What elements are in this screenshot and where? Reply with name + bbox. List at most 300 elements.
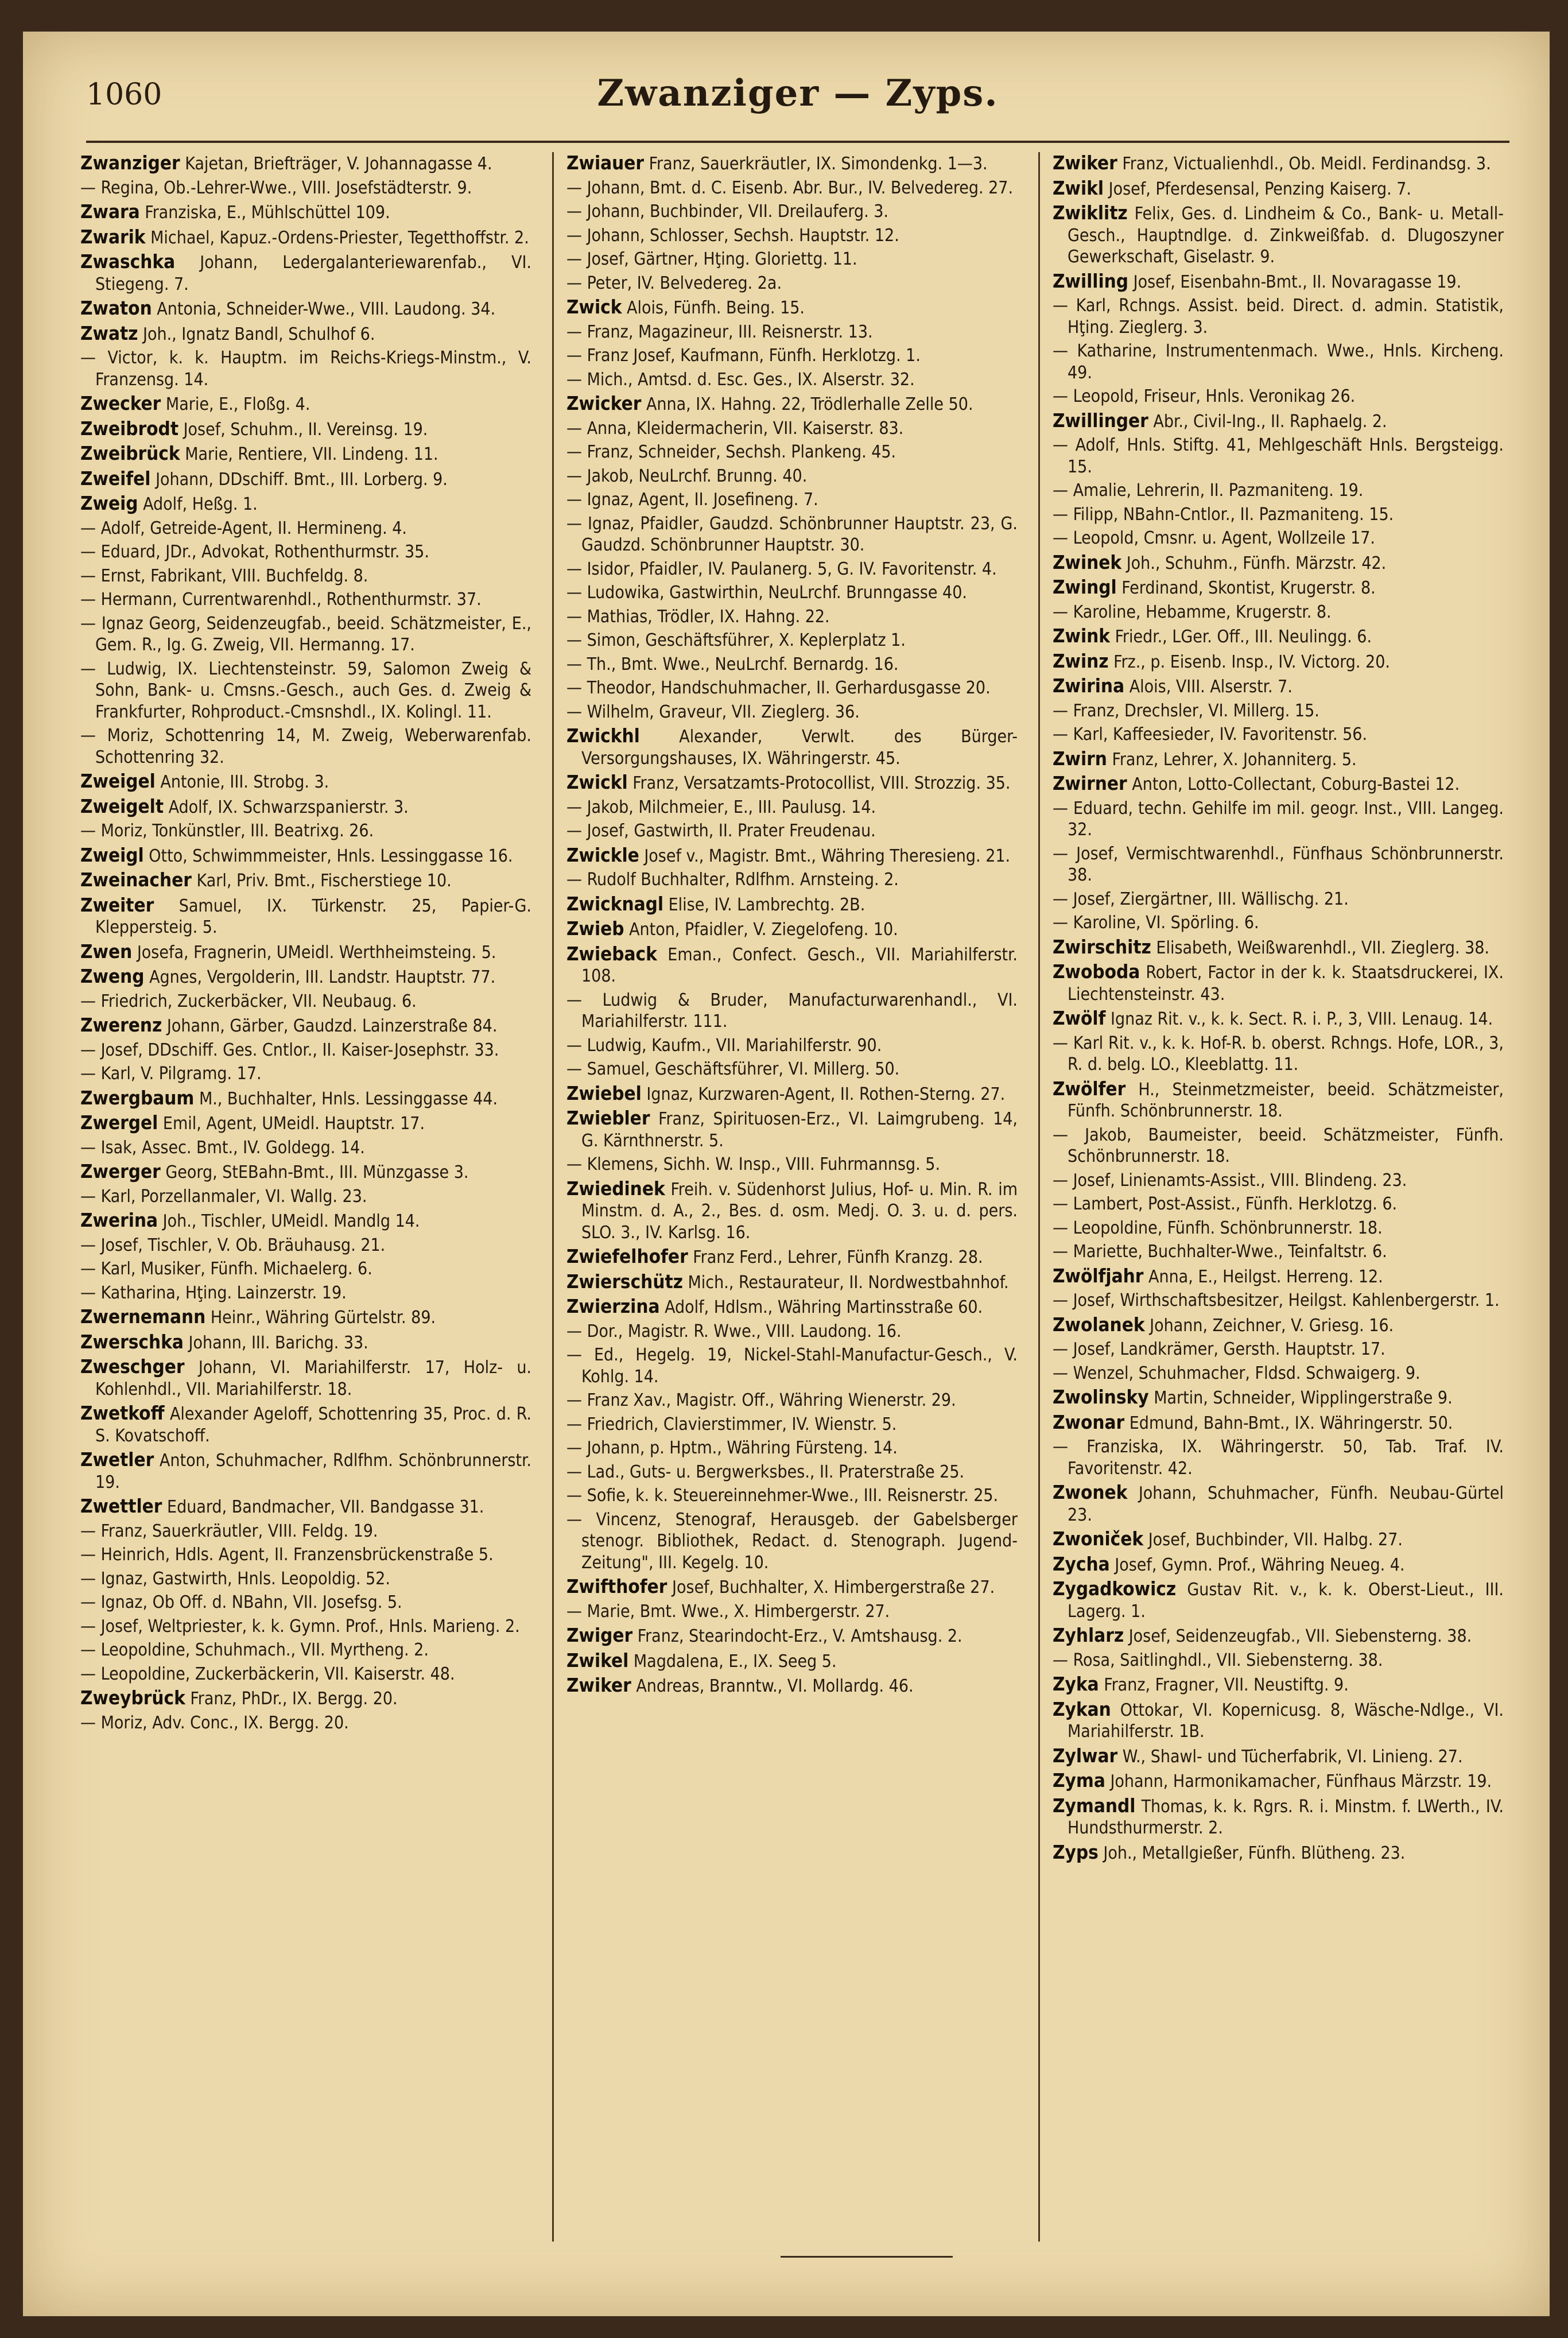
directory-entry: [566, 418, 1018, 440]
entry-detail: — Jakob, Baumeister, beeid. Schätzmeister, Fünfh. Schönbrunnerstr. 18.: [1053, 1125, 1504, 1166]
entry-detail: Franz, Spirituosen-Erz., VI. Laimgrubeng. 14, G. Kärnthnerstr. 5.: [581, 1109, 1018, 1151]
directory-entry: [80, 518, 531, 540]
directory-entry: [1053, 961, 1504, 1005]
directory-entry: [566, 701, 1018, 723]
entry-surname: Zwilling: [1053, 269, 1129, 292]
entry-surname: Zwicker: [566, 392, 642, 414]
entry-detail: Antonie, III. Strobg. 3.: [160, 772, 329, 792]
entry-detail: — Karoline, VI. Spörling. 6.: [1053, 913, 1259, 933]
directory-entry: [566, 1509, 1018, 1574]
entry-surname: Zwiker: [566, 1674, 631, 1696]
entry-detail: Franz, Lehrer, X. Johanniterg. 5.: [1112, 749, 1357, 770]
entry-detail: Thomas, k. k. Rgrs. R. i. Minstm. f. LWerth., IV. Hundsthurmerstr. 2.: [1068, 1796, 1504, 1838]
directory-entry: [566, 1624, 1018, 1647]
entry-surname: Zwonek: [1053, 1481, 1128, 1503]
entry-surname: Zwolinsky: [1053, 1386, 1149, 1408]
entry-detail: — Josef, DDschiff. Ges. Cntlor., II. Kaiser-Josephstr. 33.: [80, 1040, 499, 1060]
directory-entry: [566, 1296, 1018, 1319]
directory-entry: [80, 1014, 531, 1037]
entry-surname: Zwernemann: [80, 1305, 206, 1328]
entry-detail: — Friedrich, Zuckerbäcker, VII. Neubaug. 6.: [80, 991, 417, 1011]
directory-entry: [80, 323, 531, 346]
entry-detail: Freih. v. Südenhorst Julius, Hof- u. Min. R. im Minstm. d. A., 2., Bes. d. osm. Medj. O. 3. u. d. pers. SLO. 3., IV. Karlsg. 16.: [581, 1179, 1018, 1243]
entry-detail: Eduard, Bandmacher, VII. Bandgasse 31.: [167, 1497, 484, 1517]
entry-detail: Emil, Agent, UMeidl. Hauptstr. 17.: [162, 1114, 425, 1134]
entry-detail: — Josef, Tischler, V. Ob. Bräuhausg. 21.: [80, 1235, 386, 1255]
entry-detail: — Jakob, NeuLrchf. Brunng. 40.: [566, 466, 808, 486]
directory-entry: [80, 1306, 531, 1329]
directory-entry: [1053, 889, 1504, 910]
directory-entry: [80, 201, 531, 224]
directory-entry: [566, 630, 1018, 652]
entry-detail: Antonia, Schneider-Wwe., VIII. Laudong. 34.: [157, 299, 496, 319]
entry-detail: — Moriz, Adv. Conc., IX. Bergg. 20.: [80, 1712, 349, 1733]
entry-detail: — Katharine, Instrumentenmach. Wwe., Hnls. Kircheng. 49.: [1053, 341, 1504, 383]
directory-entry: [566, 296, 1018, 319]
entry-detail: — Vincenz, Stenograf, Herausgeb. der Gabelsberger stenogr. Bibliothek, Redact. d. Stenograph. Jugend-Zeitung", III. Kegelg. 10.: [566, 1509, 1018, 1573]
directory-entry: [566, 771, 1018, 794]
directory-entry: [566, 1083, 1018, 1106]
column-divider: [1038, 152, 1040, 2242]
directory-entry: [80, 770, 531, 793]
entry-detail: — Lad., Guts- u. Bergwerksbes., II. Praterstraße 25.: [566, 1461, 965, 1482]
entry-surname: Zwecker: [80, 392, 161, 414]
entry-surname: Zwoboda: [1053, 960, 1140, 983]
entry-surname: Zwiebler: [566, 1107, 650, 1129]
entry-detail: Eman., Confect. Gesch., VII. Mariahilferstr. 108.: [581, 944, 1018, 986]
entry-surname: Zweigelt: [80, 794, 164, 817]
entry-detail: Frz., p. Eisenb. Insp., IV. Victorg. 20.: [1113, 652, 1390, 672]
entry-detail: — Wilhelm, Graveur, VII. Zieglerg. 36.: [566, 701, 860, 722]
entry-surname: Zyhlarz: [1053, 1624, 1124, 1646]
entry-surname: Zwink: [1053, 625, 1110, 647]
directory-entry: [566, 1485, 1018, 1507]
entry-detail: Michael, Kapuz.-Ordens-Priester, Tegetthoffstr. 2.: [150, 227, 529, 248]
entry-detail: — Johann, Buchbinder, VII. Dreilauferg. 3.: [566, 201, 888, 222]
entry-detail: Ferdinand, Skontist, Krugerstr. 8.: [1121, 578, 1376, 598]
directory-entry: [1053, 936, 1504, 959]
entry-detail: — Ignaz, Gastwirth, Hnls. Leopoldig. 52.: [80, 1568, 390, 1589]
directory-entry: [80, 1235, 531, 1257]
entry-detail: Samuel, IX. Türkenstr. 25, Papier-G. Kleppersteig. 5.: [95, 895, 531, 937]
directory-entry: [1053, 773, 1504, 796]
directory-entry: [1053, 675, 1504, 698]
directory-entry: [80, 820, 531, 842]
directory-entry: [566, 606, 1018, 628]
directory-entry: [1053, 1339, 1504, 1360]
directory-entry: [1053, 1553, 1504, 1576]
entry-detail: — Karoline, Hebamme, Krugerstr. 8.: [1053, 602, 1332, 622]
directory-entry: [1053, 1007, 1504, 1030]
directory-entry: [566, 201, 1018, 223]
directory-entry: [1053, 202, 1504, 268]
entry-surname: Zwieb: [566, 917, 624, 940]
directory-entry: [80, 177, 531, 199]
entry-surname: Zykan: [1053, 1697, 1111, 1720]
entry-detail: Johann, III. Barichg. 33.: [188, 1332, 368, 1353]
column-divider: [552, 152, 554, 2242]
directory-entry: [80, 1186, 531, 1208]
entry-detail: — Leopold, Friseur, Hnls. Veronikag 26.: [1053, 386, 1356, 406]
directory-entry: [80, 468, 531, 491]
entry-surname: Zwinz: [1053, 649, 1109, 672]
entry-detail: — Sofie, k. k. Steuereinnehmer-Wwe., III. Reisnerstr. 25.: [566, 1486, 999, 1506]
entry-detail: Karl, Priv. Bmt., Fischerstiege 10.: [196, 871, 452, 891]
entry-detail: — Anna, Kleidermacherin, VII. Kaiserstr. 83.: [566, 418, 904, 439]
directory-entry: [80, 1449, 531, 1493]
entry-surname: Zwiebel: [566, 1081, 642, 1104]
entry-detail: Joh., Schuhm., Fünfh. Märzstr. 42.: [1126, 553, 1387, 573]
directory-entry: [80, 1639, 531, 1661]
directory-entry: [80, 869, 531, 892]
entry-detail: Adolf, Hdlsm., Währing Martinsstraße 60.: [665, 1297, 983, 1317]
entry-detail: Georg, StEBahn-Bmt., III. Münzgasse 3.: [165, 1162, 469, 1182]
entry-detail: — Johann, p. Hptm., Währing Fürsteng. 14.: [566, 1438, 898, 1458]
entry-detail: Ignaz Rit. v., k. k. Sect. R. i. P., 3, VIII. Lenaug. 14.: [1111, 1009, 1493, 1029]
entry-surname: Zwicknagl: [566, 892, 664, 915]
entry-detail: — Moriz, Schottenring 14, M. Zweig, Weberwarenfab. Schottenring 32.: [80, 726, 531, 767]
entry-surname: Zycha: [1053, 1552, 1110, 1575]
entry-detail: — Josef, Linienamts-Assist., VIII. Blindeng. 23.: [1053, 1170, 1407, 1191]
header-rule: [86, 141, 1509, 143]
entry-detail: Anton, Schuhmacher, Rdlfhm. Schönbrunnerstr. 19.: [95, 1451, 531, 1492]
entry-surname: Zwergel: [80, 1111, 158, 1134]
directory-entry: [566, 1344, 1018, 1387]
entry-surname: Zwickle: [566, 843, 639, 866]
entry-detail: — Klemens, Sichh. W. Insp., VIII. Fuhrmannsg. 5.: [566, 1154, 941, 1174]
entry-surname: Zwirn: [1053, 747, 1107, 770]
entry-detail: — Th., Bmt. Wwe., NeuLrchf. Bernardg. 16.: [566, 654, 899, 674]
entry-detail: Elisabeth, Weißwarenhdl., VII. Zieglerg. 38.: [1156, 937, 1489, 958]
entry-detail: — Karl, Rchngs. Assist. beid. Direct. d. admin. Statistik, Hţing. Zieglerg. 3.: [1053, 296, 1504, 338]
directory-entry: [1053, 700, 1504, 722]
entry-detail: — Franz, Magazineur, III. Reisnerstr. 13.: [566, 321, 873, 342]
directory-entry: [80, 725, 531, 768]
entry-surname: Zyps: [1053, 1840, 1099, 1863]
directory-entry: [1053, 435, 1504, 478]
directory-entry: [566, 321, 1018, 343]
entry-detail: Adolf, Heßg. 1.: [143, 494, 258, 514]
entry-detail: — Moriz, Tonkünstler, III. Beatrixg. 26.: [80, 821, 374, 841]
directory-entry: [1053, 576, 1504, 599]
directory-entry: [566, 1576, 1018, 1599]
directory-entry: [566, 1414, 1018, 1436]
entry-detail: — Karl, Porzellanmaler, VI. Wallg. 23.: [80, 1186, 367, 1207]
entry-surname: Zwölfjahr: [1053, 1264, 1144, 1287]
entry-detail: — Ignaz, Agent, II. Josefineng. 7.: [566, 490, 818, 510]
entry-surname: Zweibrück: [80, 442, 180, 464]
entry-detail: Josef, Schuhm., II. Vereinsg. 19.: [183, 419, 428, 440]
directory-entry: [1053, 340, 1504, 383]
entry-detail: — Josef, Weltpriester, k. k. Gymn. Prof., Hnls. Marieng. 2.: [80, 1616, 520, 1637]
entry-detail: Johann, DDschiff. Bmt., III. Lorberg. 9.: [156, 469, 448, 490]
directory-entry: [80, 1402, 531, 1447]
entry-surname: Zwaton: [80, 297, 152, 319]
directory-entry: [80, 1331, 531, 1354]
directory-entry: [566, 1390, 1018, 1412]
directory-entry: [1053, 843, 1504, 886]
directory-entry: [566, 820, 1018, 842]
entry-detail: Mich., Restaurateur, II. Nordwestbahnhof.: [688, 1272, 1009, 1293]
entry-detail: — Eduard, techn. Gehilfe im mil. geogr. Inst., VIII. Langeg. 32.: [1053, 798, 1504, 840]
directory-entry: [80, 1521, 531, 1542]
directory-entry: [1053, 1699, 1504, 1743]
directory-entry: [80, 658, 531, 723]
directory-entry: [80, 1356, 531, 1400]
directory-entry: [566, 844, 1018, 867]
directory-entry: [80, 1161, 531, 1184]
entry-surname: Zygadkowicz: [1053, 1577, 1177, 1600]
entry-detail: — Franz, Sauerkräutler, VIII. Feldg. 19.: [80, 1521, 378, 1541]
entry-detail: Franz Ferd., Lehrer, Fünfh Kranzg. 28.: [693, 1247, 983, 1267]
entry-detail: — Karl Rit. v., k. k. Hof-R. b. oberst. Rchngs. Hofe, LOR., 3, R. d. belg. LO., Kleeblattg. 11.: [1053, 1033, 1504, 1075]
directory-entry: [80, 418, 531, 441]
page-header: [86, 72, 1509, 135]
directory-entry: [1053, 1412, 1504, 1434]
entry-detail: Franz, Stearindocht-Erz., V. Amtshausg. 2.: [637, 1626, 962, 1646]
directory-entry: [1053, 270, 1504, 293]
directory-entry: [566, 1601, 1018, 1623]
entry-detail: — Leopoldine, Schuhmach., VII. Myrtheng. 2.: [80, 1640, 429, 1660]
entry-detail: — Karl, Musiker, Fünfh. Michaelerg. 6.: [80, 1259, 372, 1279]
directory-entry: [80, 613, 531, 656]
entry-detail: Anna, IX. Hahng. 22, Trödlerhalle Zelle 50.: [646, 394, 973, 414]
entry-surname: Zwieback: [566, 942, 657, 965]
directory-entry: [1053, 1482, 1504, 1526]
entry-surname: Zwettler: [80, 1495, 162, 1517]
directory-entry: [80, 991, 531, 1013]
entry-surname: Zwiedinek: [566, 1177, 665, 1200]
entry-detail: — Friedrich, Clavierstimmer, IV. Wienstr. 5.: [566, 1414, 897, 1434]
entry-detail: — Regina, Ob.-Lehrer-Wwe., VIII. Josefstädterstr. 9.: [80, 177, 472, 198]
entry-surname: Zweibrodt: [80, 417, 179, 440]
entry-surname: Zwatz: [80, 321, 138, 344]
entry-detail: — Franziska, IX. Währingerstr. 50, Tab. Traf. IV. Favoritenstr. 42.: [1053, 1437, 1504, 1479]
entry-detail: Anna, E., Heilgst. Herreng. 12.: [1148, 1266, 1383, 1287]
entry-surname: Zwierschütz: [566, 1270, 683, 1293]
directory-entry: [80, 493, 531, 515]
directory-entry: [80, 589, 531, 611]
directory-entry: [566, 1246, 1018, 1269]
column-2: [566, 152, 1018, 2242]
entry-surname: Zwergbaum: [80, 1086, 195, 1109]
entry-detail: Alexander Ageloff, Schottenring 35, Proc. d. R. S. Kovatschoff.: [95, 1404, 531, 1446]
directory-entry: [1053, 602, 1504, 623]
entry-detail: Franz, PhDr., IX. Bergg. 20.: [190, 1689, 398, 1709]
entry-surname: Zwingl: [1053, 576, 1117, 598]
directory-entry: [1053, 1841, 1504, 1864]
entry-surname: Zylwar: [1053, 1744, 1118, 1767]
entry-detail: — Simon, Geschäftsführer, X. Keplerplatz 1.: [566, 630, 906, 650]
directory-entry: [80, 1616, 531, 1638]
entry-detail: — Isidor, Pfaidler, IV. Paulanerg. 5, G. IV. Favoritenstr. 4.: [566, 559, 997, 579]
entry-detail: H., Steinmetzmeister, beeid. Schätzmeister, Fünfh. Schönbrunnerstr. 18.: [1068, 1079, 1504, 1121]
directory-entry: [1053, 650, 1504, 673]
directory-entry: [80, 1712, 531, 1734]
entry-detail: — Adolf, Getreide-Agent, II. Hermineng. 4.: [80, 518, 407, 538]
entry-detail: Marie, E., Floßg. 4.: [165, 394, 311, 414]
entry-detail: Johann, Ledergalanteriewarenfab., VI. Stiegeng. 7.: [95, 253, 531, 294]
directory-entry: [566, 489, 1018, 511]
entry-detail: Josef, Eisenbahn-Bmt., II. Novaragasse 19.: [1133, 272, 1462, 292]
entry-surname: Zwara: [80, 200, 140, 223]
directory-entry: [1053, 625, 1504, 648]
directory-entry: [566, 677, 1018, 699]
directory-entry: [80, 1063, 531, 1085]
entry-detail: Marie, Rentiere, VII. Lindeng. 11.: [185, 444, 438, 464]
entry-detail: — Ludwig, IX. Liechtensteinstr. 59, Salomon Zweig & Sohn, Bank- u. Cmsns.-Gesch., auch Ges. d. Zweig & Frankfurter, Rohproduct.-Cmsnshdl., IX. Kolingl. 11.: [80, 658, 531, 722]
entry-surname: Zwen: [80, 940, 133, 963]
entry-surname: Zwillinger: [1053, 409, 1148, 432]
directory-entry: [566, 369, 1018, 391]
entry-surname: Zweiter: [80, 893, 154, 916]
directory-entry: [1053, 504, 1504, 526]
entry-detail: Franz, Versatzamts-Protocollist, VIII. Strozzig. 35.: [632, 773, 1011, 793]
directory-entry: [566, 393, 1018, 416]
directory-entry: [1053, 552, 1504, 575]
entry-detail: — Leopold, Cmsnr. u. Agent, Wollzeile 17.: [1053, 528, 1375, 548]
directory-entry: [1053, 748, 1504, 771]
entry-detail: Heinr., Währing Gürtelstr. 89.: [210, 1308, 436, 1328]
entry-detail: Otto, Schwimmmeister, Hnls. Lessinggasse 16.: [149, 846, 513, 866]
entry-detail: — Franz, Schneider, Sechsh. Plankeng. 45.: [566, 442, 896, 462]
directory-entry: [1053, 1218, 1504, 1239]
directory-entry: [80, 1258, 531, 1280]
entry-detail: — Lambert, Post-Assist., Fünfh. Herklotzg. 6.: [1053, 1194, 1398, 1214]
directory-entry: [1053, 1033, 1504, 1076]
entry-detail: Agnes, Vergolderin, III. Landstr. Hauptstr. 77.: [149, 967, 496, 987]
entry-detail: — Josef, Landkrämer, Gersth. Hauptstr. 17.: [1053, 1339, 1385, 1359]
directory-entry: [1053, 1770, 1504, 1793]
entry-detail: — Samuel, Geschäftsführer, VI. Millerg. 50.: [566, 1059, 900, 1079]
entry-detail: — Filipp, NBahn-Cntlor., II. Pazmaniteng. 15.: [1053, 504, 1394, 525]
directory-entry: [566, 1650, 1018, 1673]
directory-entry: [1053, 1363, 1504, 1385]
entry-detail: — Josef, Gärtner, Hţing. Gloriettg. 11.: [566, 249, 857, 269]
entry-detail: — Victor, k. k. Hauptm. im Reichs-Kriegs-Minstm., V. Franzensg. 14.: [80, 348, 531, 390]
entry-surname: Zymandl: [1053, 1794, 1136, 1817]
entry-surname: Zwanziger: [80, 152, 180, 174]
entry-surname: Zwerina: [80, 1209, 158, 1231]
entry-detail: — Adolf, Hnls. Stiftg. 41, Mehlgeschäft Hnls. Bergsteigg. 15.: [1053, 435, 1504, 477]
entry-detail: Ottokar, VI. Kopernicusg. 8, Wäsche-Ndlge., VI. Mariahilferstr. 1B.: [1068, 1700, 1504, 1742]
entry-detail: — Jakob, Milchmeier, E., III. Paulusg. 14.: [566, 797, 876, 817]
entry-detail: — Ernst, Fabrikant, VIII. Buchfeldg. 8.: [80, 565, 368, 586]
entry-detail: Josef, Pferdesensal, Penzing Kaiserg. 7.: [1108, 179, 1411, 199]
entry-surname: Zwölf: [1053, 1007, 1106, 1029]
entry-detail: Franz, Victualienhdl., Ob. Meidl. Ferdinandsg. 3.: [1122, 154, 1491, 174]
entry-detail: — Josef, Ziergärtner, III. Wällischg. 21.: [1053, 889, 1349, 909]
directory-entry: [1053, 1624, 1504, 1647]
entry-detail: — Ludowika, Gastwirthin, NeuLrchf. Brunngasse 40.: [566, 583, 967, 603]
directory-entry: [80, 894, 531, 939]
directory-entry: [1053, 1528, 1504, 1551]
entry-detail: Abr., Civil-Ing., II. Raphaelg. 2.: [1153, 411, 1387, 432]
directory-entry: [566, 1178, 1018, 1244]
entry-surname: Zwiauer: [566, 152, 645, 174]
entry-surname: Zwetler: [80, 1448, 154, 1471]
entry-detail: — Marie, Bmt. Wwe., X. Himbergerstr. 27.: [566, 1601, 890, 1622]
entry-surname: Zwarik: [80, 225, 146, 248]
directory-entry: [566, 559, 1018, 580]
entry-detail: — Ignaz, Ob Off. d. NBahn, VII. Josefsg. 5.: [80, 1592, 402, 1612]
directory-entry: [566, 225, 1018, 247]
directory-entry: [80, 1687, 531, 1710]
entry-detail: Joh., Ignatz Bandl, Schulhof 6.: [143, 324, 375, 344]
entry-surname: Zweig: [80, 492, 138, 514]
entry-detail: — Peter, IV. Belvedereg. 2a.: [566, 273, 782, 293]
directory-entry: [566, 654, 1018, 676]
entry-detail: — Amalie, Lehrerin, II. Pazmaniteng. 19.: [1053, 480, 1364, 501]
directory-entry: [566, 725, 1018, 769]
directory-entry: [1053, 1436, 1504, 1479]
entry-detail: W., Shawl- und Tücherfabrik, VI. Linieng. 27.: [1122, 1746, 1463, 1767]
entry-surname: Zwerger: [80, 1160, 161, 1182]
entry-detail: — Franz Xav., Magistr. Off., Währing Wienerstr. 29.: [566, 1390, 956, 1410]
entry-detail: — Mariette, Buchhalter-Wwe., Teinfaltstr. 6.: [1053, 1242, 1387, 1262]
entry-detail: — Johann, Schlosser, Sechsh. Hauptstr. 12.: [566, 225, 899, 246]
entry-surname: Zwiefelhofer: [566, 1245, 688, 1267]
entry-surname: Zyma: [1053, 1769, 1105, 1792]
entry-detail: Elise, IV. Lambrechtg. 2B.: [668, 894, 865, 915]
entry-surname: Zwickl: [566, 771, 628, 793]
entry-surname: Zwonar: [1053, 1410, 1125, 1433]
entry-detail: — Rosa, Saitlinghdl., VII. Siebensterng. 38.: [1053, 1650, 1383, 1670]
directory-entry: [80, 541, 531, 563]
directory-entry: [80, 1137, 531, 1159]
directory-entry: [1053, 1795, 1504, 1839]
entry-surname: Zwirschitz: [1053, 935, 1151, 958]
directory-entry: [1053, 1314, 1504, 1337]
entry-surname: Zwiker: [1053, 152, 1117, 174]
entry-detail: Martin, Schneider, Wipplingerstraße 9.: [1154, 1388, 1453, 1408]
entry-surname: Zwirner: [1053, 772, 1127, 794]
entry-surname: Zweybrück: [80, 1686, 185, 1709]
directory-entry: [80, 347, 531, 390]
directory-entry: [566, 797, 1018, 819]
entry-detail: — Heinrich, Hdls. Agent, II. Franzensbrückenstraße 5.: [80, 1545, 494, 1565]
directory-entry: [566, 1035, 1018, 1057]
entry-surname: Zwetkoff: [80, 1402, 165, 1424]
directory-entry: [1053, 1241, 1504, 1263]
directory-entry: [1053, 1170, 1504, 1192]
entry-detail: — Karl, V. Pilgramg. 17.: [80, 1064, 262, 1084]
entry-detail: — Wenzel, Schuhmacher, Fldsd. Schwaigerg. 9.: [1053, 1363, 1420, 1383]
directory-entry: [566, 273, 1018, 294]
entry-detail: Joh., Metallgießer, Fünfh. Blütheng. 23.: [1103, 1843, 1406, 1863]
entry-detail: Josef, Buchbinder, VII. Halbg. 27.: [1148, 1530, 1403, 1550]
entry-detail: — Franz Josef, Kaufmann, Fünfh. Herklotzg. 1.: [566, 346, 921, 366]
directory-entry: [1053, 410, 1504, 433]
entry-surname: Zwiklitz: [1053, 201, 1128, 224]
directory-entry: [566, 918, 1018, 941]
entry-surname: Zwirina: [1053, 674, 1125, 697]
directory-entry: [566, 943, 1018, 987]
directory-entry: [1053, 1078, 1504, 1122]
entry-detail: M., Buchhalter, Hnls. Lessinggasse 44.: [199, 1088, 498, 1109]
directory-entry: [1053, 1650, 1504, 1672]
entry-detail: Anton, Lotto-Collectant, Coburg-Bastei 12.: [1132, 774, 1460, 794]
directory-entry: [1053, 1745, 1504, 1768]
entry-detail: Johann, Gärber, Gaudzd. Lainzerstraße 84.: [166, 1016, 498, 1036]
entry-detail: — Isak, Assec. Bmt., IV. Goldegg. 14.: [80, 1137, 365, 1158]
entry-surname: Zwiger: [566, 1624, 633, 1646]
entry-detail: — Ignaz, Pfaidler, Gaudzd. Schönbrunner Hauptstr. 23, G. Gaudzd. Schönbrunner Hauptstr. 30.: [566, 513, 1018, 555]
directory-entry: [80, 1495, 531, 1518]
entry-detail: — Mathias, Trödler, IX. Hahng. 22.: [566, 606, 830, 627]
entry-detail: — Theodor, Handschuhmacher, II. Gerhardusgasse 20.: [566, 678, 991, 698]
directory-entry: [80, 251, 531, 295]
